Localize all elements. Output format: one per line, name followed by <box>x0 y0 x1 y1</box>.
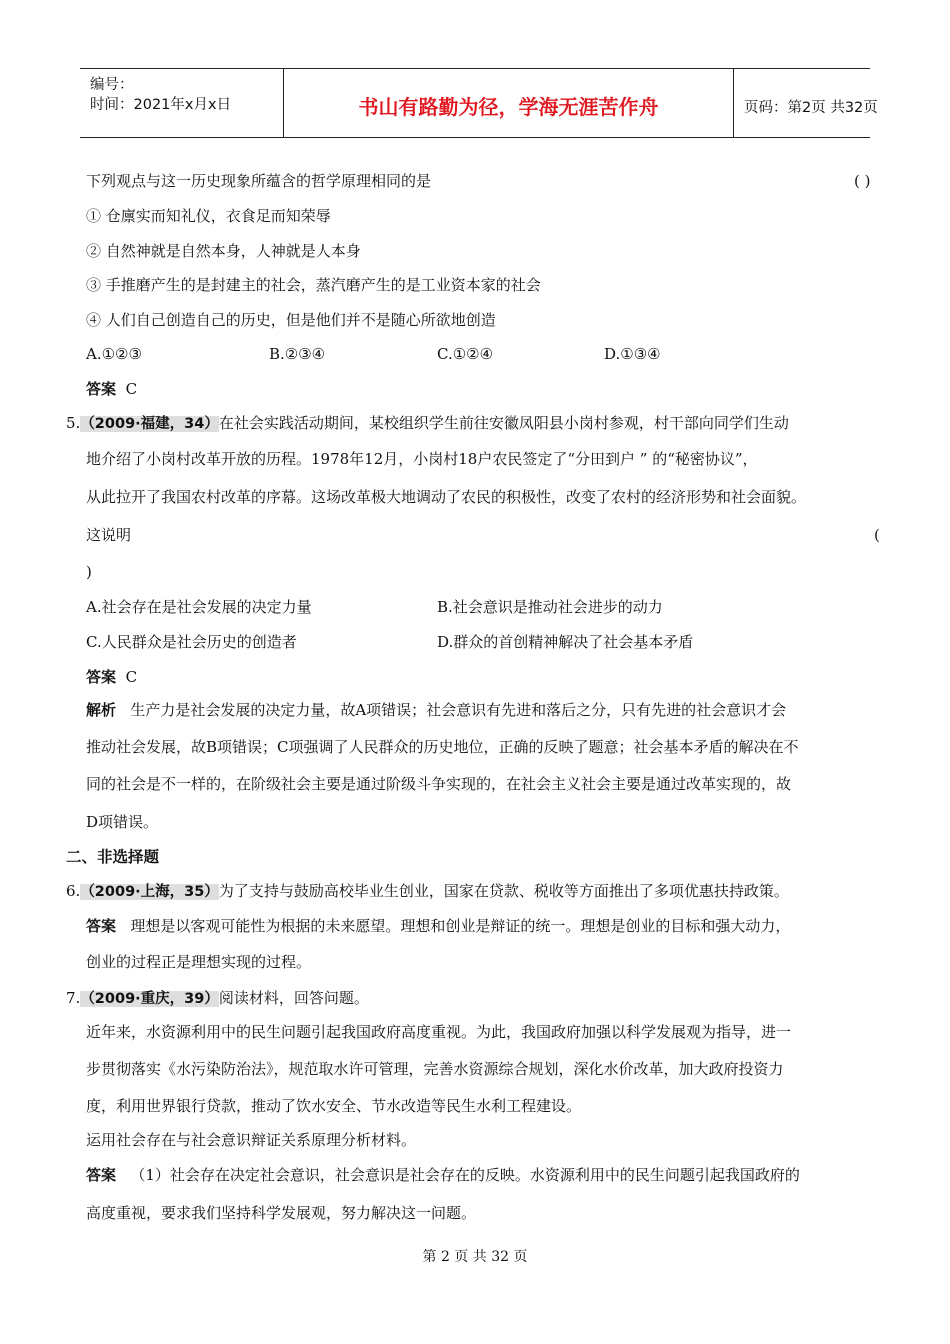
q5-line-2: 地介绍了小岗村改革开放的历程。1978年12月，小岗村18户农民签定了“分田到户 ” 的“秘密协议”， <box>86 450 758 468</box>
q7-answer-label: 答案 <box>86 1166 117 1184</box>
q5-analysis-4: D项错误。 <box>86 813 159 831</box>
q4-option-a: A.①②③ <box>86 345 142 363</box>
section-heading: 二、非选择题 <box>66 848 160 866</box>
q7-number: 7. <box>66 989 81 1007</box>
q5-line-1: 在社会实践活动期间，某校组织学生前往安徽凤阳县小岗村参观，村干部向同学们生动 <box>218 414 789 432</box>
q5-analysis-line-1 <box>86 700 786 720</box>
q4-item-2: ② 自然神就是自然本身，人神就是人本身 <box>86 242 361 260</box>
page-header <box>80 68 878 138</box>
q5-number: 5. <box>66 414 81 432</box>
q5-analysis-label: 解析 <box>86 701 117 719</box>
q6-answer-1: 理想是以客观可能性为根据的未来愿望。理想和创业是辩证的统一。理想是创业的目标和强大动力， <box>130 917 791 935</box>
q5-analysis-2: 推动社会发展，故B项错误；C项强调了人民群众的历史地位，正确的反映了题意；社会基本矛盾的解决在不 <box>86 738 799 756</box>
q7-material-1: 近年来，水资源利用中的民生问题引起我国政府高度重视。为此，我国政府加强以科学发展观为指导，进一 <box>86 1023 792 1041</box>
q4-option-d: D.①③④ <box>604 345 661 363</box>
q4-item-4: ④ 人们自己创造自己的历史，但是他们并不是随心所欲地创造 <box>86 311 496 329</box>
q5-analysis-1: 生产力是社会发展的决定力量，故A项错误；社会意识有先进和落后之分，只有先进的社会意识才会 <box>130 701 787 719</box>
header-meta-cell <box>80 69 283 137</box>
q4-answer-label: 答案 <box>86 380 117 398</box>
q6-answer-label: 答案 <box>86 917 117 935</box>
q5-source-tag: （2009·福建，34） <box>80 416 219 432</box>
q5-answer-value: C <box>125 668 138 686</box>
q4-option-c: C.①②④ <box>437 345 494 363</box>
q4-answer-paren: ( ) <box>854 172 871 190</box>
q4-item-1: ① 仓廪实而知礼仪，衣食足而知荣辱 <box>86 207 331 225</box>
q7-question: 运用社会存在与社会意识辩证关系原理分析材料。 <box>86 1131 417 1149</box>
q5-option-c: C.人民群众是社会历史的创造者 <box>86 633 297 651</box>
q5-line-3: 从此拉开了我国农村改革的序幕。这场改革极大地调动了农民的积极性，改变了农村的经济形势和社会面貌。 <box>86 488 807 506</box>
q5-paren-open: ( <box>874 526 880 544</box>
q5-paren-close: ) <box>86 563 92 581</box>
q6-answer-line <box>86 916 790 936</box>
q5-option-b: B.社会意识是推动社会进步的动力 <box>437 598 663 616</box>
q4-answer-value: C <box>125 380 138 398</box>
q6-source-tag: （2009·上海，35） <box>80 884 219 900</box>
q5-answer-line <box>86 667 137 687</box>
page-footer: 第 2 页 共 32 页 <box>422 1249 528 1265</box>
header-motto-cell <box>283 69 734 137</box>
header-time: 时间：2021年x月x日 <box>90 97 232 113</box>
q5-option-a: A.社会存在是社会发展的决定力量 <box>86 598 312 616</box>
q5-line-4: 这说明 <box>86 526 132 544</box>
q7-material-2: 步贯彻落实《水污染防治法》，规范取水许可管理，完善水资源综合规划，深化水价改革，加大政府投资力 <box>86 1060 784 1078</box>
q7-answer-line <box>86 1165 800 1185</box>
q6-first-line <box>66 881 789 902</box>
q7-first-line <box>66 988 369 1009</box>
q4-item-3: ③ 手推磨产生的是封建主的社会，蒸汽磨产生的是工业资本家的社会 <box>86 276 541 294</box>
q6-text: 为了支持与鼓励高校毕业生创业，国家在贷款、税收等方面推出了多项优惠扶持政策。 <box>218 882 789 900</box>
q7-text: 阅读材料，回答问题。 <box>218 989 369 1007</box>
q7-source-tag: （2009·重庆，39） <box>80 991 219 1007</box>
q7-material-3: 度，利用世界银行贷款，推动了饮水安全、节水改造等民生水利工程建设。 <box>86 1097 582 1115</box>
header-motto: 书山有路勤为径，学海无涯苦作舟 <box>358 95 659 119</box>
q5-option-d: D.群众的首创精神解决了社会基本矛盾 <box>437 633 694 651</box>
q7-answer-1: （1）社会存在决定社会意识，社会意识是社会存在的反映。水资源利用中的民生问题引起我国政府的 <box>130 1166 800 1184</box>
q6-answer-2: 创业的过程正是理想实现的过程。 <box>86 953 312 971</box>
q6-number: 6. <box>66 882 81 900</box>
q4-stem: 下列观点与这一历史现象所蕴含的哲学原理相同的是 <box>86 172 432 190</box>
q4-answer-line <box>86 379 137 399</box>
q5-answer-label: 答案 <box>86 668 117 686</box>
q4-option-b: B.②③④ <box>269 345 326 363</box>
q5-analysis-3: 同的社会是不一样的，在阶级社会主要是通过阶级斗争实现的，在社会主义社会主要是通过改革实现的，故 <box>86 775 792 793</box>
header-number: 编号： <box>90 77 134 93</box>
q5-first-line <box>66 413 789 434</box>
header-page-number: 页码：第2页 共32页 <box>744 100 878 116</box>
q7-answer-2: 高度重视，要求我们坚持科学发展观，努力解决这一问题。 <box>86 1204 477 1222</box>
header-page-cell <box>734 69 878 137</box>
